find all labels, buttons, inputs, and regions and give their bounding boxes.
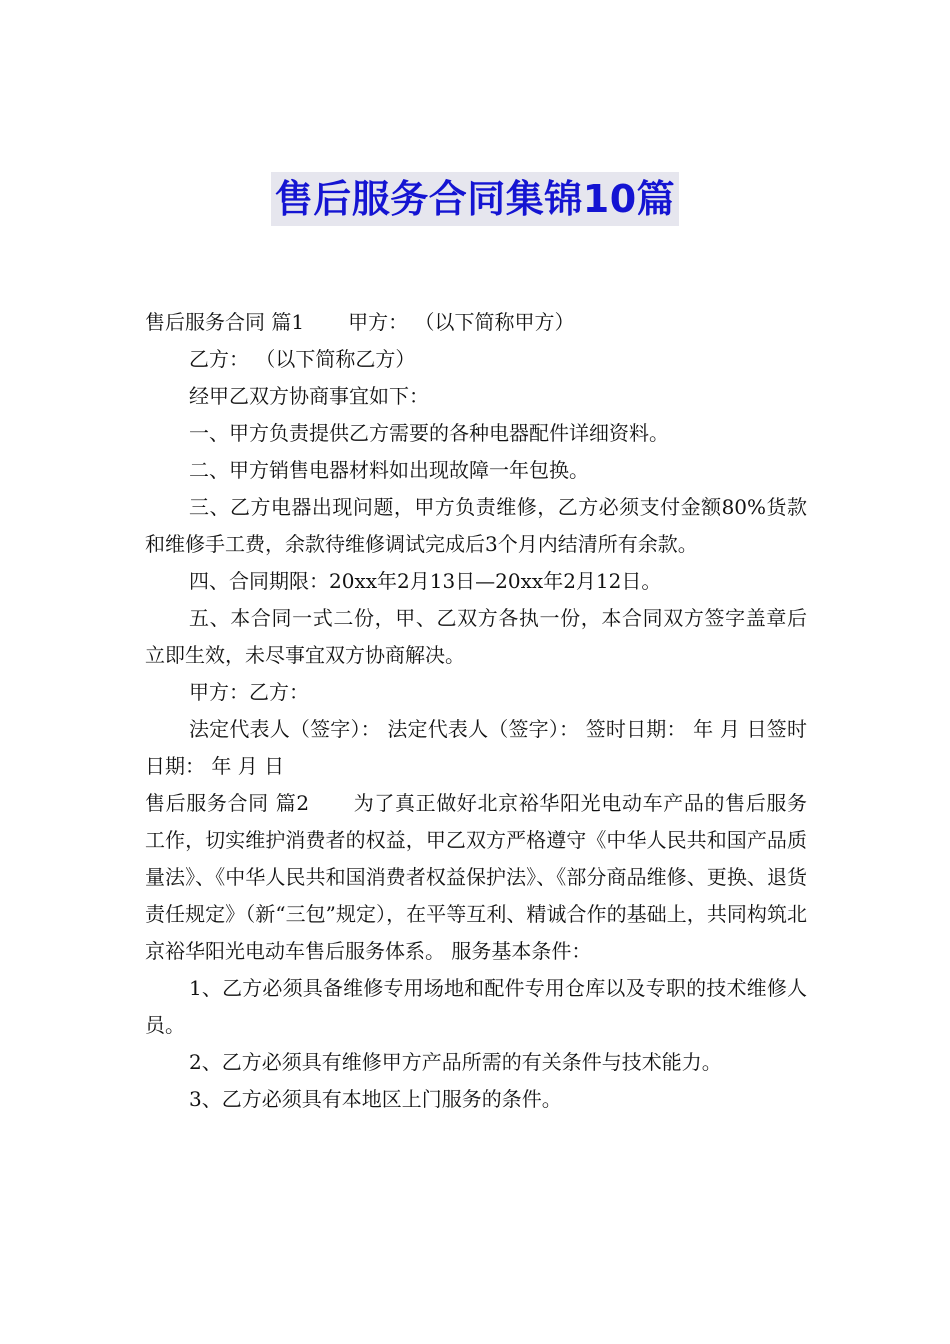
document-body xyxy=(145,304,807,1118)
title-container xyxy=(0,172,950,226)
paragraph-5: 二、甲方销售电器材料如出现故障一年包换。 xyxy=(189,458,589,482)
paragraph-11 xyxy=(145,785,807,970)
paragraph-6: 三、乙方电器出现问题，甲方负责维修，乙方必须支付金额80%货款和维修手工费，余款待维修调试完成后3个月内结清所有余款。 xyxy=(145,495,807,556)
paragraph-14: 3、乙方必须具有本地区上门服务的条件。 xyxy=(189,1087,562,1111)
document-title: 售后服务合同集锦10篇 xyxy=(271,172,679,226)
paragraph-11-text: 为了真正做好北京裕华阳光电动车产品的售后服务工作，切实维护消费者的权益，甲乙双方严格遵守《中华人民共和国产品质量法》、《中华人民共和国消费者权益保护法》、《部分商品维修、更换、退货责任规定》（新“三包”规定），在平等互利、精诚合作的基础上，共同构筑北京裕华阳光电动车售后服务体系。 服务基本条件： xyxy=(145,791,807,963)
paragraph-13: 2、乙方必须具有维修甲方产品所需的有关条件与技术能力。 xyxy=(189,1050,722,1074)
section-label-2: 售后服务合同 篇2 xyxy=(145,791,310,815)
paragraph-9: 甲方：乙方： xyxy=(189,680,309,704)
paragraph-4: 一、甲方负责提供乙方需要的各种电器配件详细资料。 xyxy=(189,421,669,445)
paragraph-7: 四、合同期限：20xx年2月13日—20xx年2月12日。 xyxy=(189,569,662,593)
paragraph-2: 乙方： （以下简称乙方） xyxy=(189,347,416,371)
paragraph-3: 经甲乙双方协商事宜如下： xyxy=(189,384,429,408)
paragraph-8: 五、本合同一式二份，甲、乙双方各执一份，本合同双方签字盖章后立即生效，未尽事宜双方协商解决。 xyxy=(145,606,807,667)
paragraph-10: 法定代表人（签字）： 法定代表人（签字）： 签时日期： 年 月 日签时日期： 年 月 日 xyxy=(145,717,807,778)
section-label-1: 售后服务合同 篇1 xyxy=(145,310,305,334)
paragraph-1 xyxy=(145,304,807,341)
paragraph-1-text: 甲方： （以下简称甲方） xyxy=(348,310,575,334)
paragraph-12: 1、乙方必须具备维修专用场地和配件专用仓库以及专职的技术维修人员。 xyxy=(145,976,807,1037)
